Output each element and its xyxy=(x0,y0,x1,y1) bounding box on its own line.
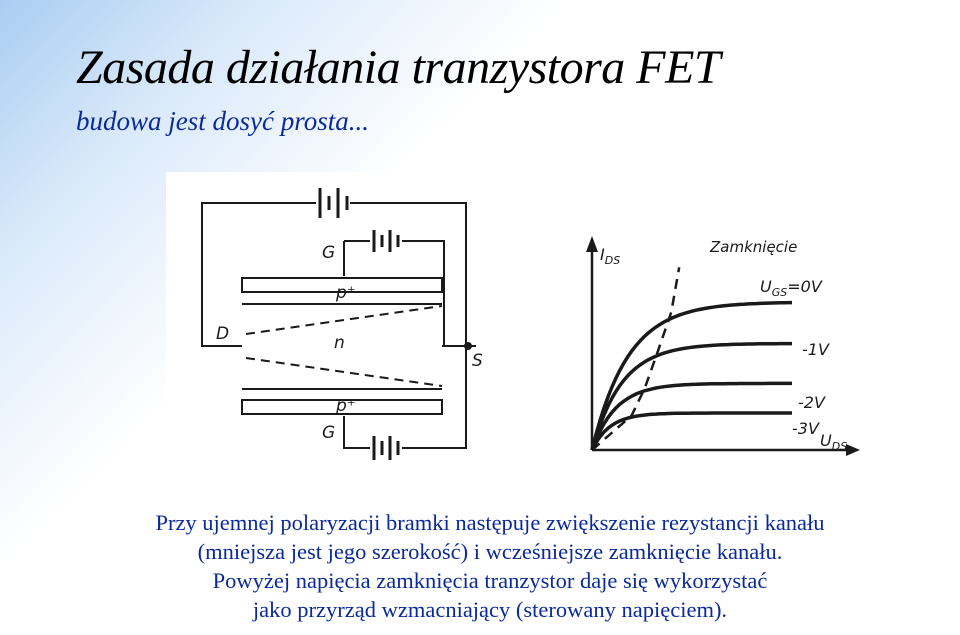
curve--3V xyxy=(592,413,792,450)
curve--2V xyxy=(592,383,792,450)
slide-subtitle: budowa jest dosyć prosta... xyxy=(76,106,369,136)
text-line-3: Powyżej napięcia zamknięcia tranzystor daje się wykorzystać xyxy=(212,568,768,593)
x-axis-label: $U_{DS}$ xyxy=(820,431,848,453)
x-axis-arrow xyxy=(846,444,860,456)
depletion-lower xyxy=(246,358,442,386)
gate-bottom-wire xyxy=(344,346,466,448)
characteristic-curves xyxy=(592,303,792,450)
fet-figure xyxy=(166,172,876,472)
slide-title: Zasada działania tranzystora FET xyxy=(76,41,721,94)
label-n: n xyxy=(334,333,345,353)
label-s: S xyxy=(472,351,483,371)
top-supply-wire xyxy=(202,203,466,346)
label-g-bottom: G xyxy=(322,423,336,443)
depletion-upper xyxy=(246,306,442,334)
gate-top-wire xyxy=(344,241,444,346)
label-p-top: p⁺ xyxy=(336,283,356,303)
label-d: D xyxy=(216,324,230,344)
explanation-text xyxy=(40,508,940,624)
fet-schematic xyxy=(202,188,476,460)
pinch-off-label: Zamknięcie xyxy=(710,238,798,256)
text-line-4: jako przyrząd wzmacniający (sterowany napięciem). xyxy=(252,597,728,622)
series-label-3v: -3V xyxy=(792,419,819,438)
series-label-2v: -2V xyxy=(798,393,825,412)
curve--1V xyxy=(592,344,792,450)
label-g-top: G xyxy=(322,243,336,263)
label-p-bottom: p⁺ xyxy=(336,396,356,416)
y-axis-arrow xyxy=(586,236,598,252)
fet-figure-svg xyxy=(166,172,876,472)
text-line-1: Przy ujemnej polaryzacji bramki następuje zwiększenie rezystancji kanału xyxy=(155,510,825,535)
text-line-2: (mniejsza jest jego szerokość) i wcześniejsze zamknięcie kanału. xyxy=(197,539,783,564)
y-axis-label: $I_{DS}$ xyxy=(600,245,621,267)
curve-0V xyxy=(592,303,792,450)
series-label-1v: -1V xyxy=(802,340,829,359)
ids-uds-chart xyxy=(586,236,860,456)
series-label-0v: $U_{GS}=0V$ xyxy=(760,277,822,299)
